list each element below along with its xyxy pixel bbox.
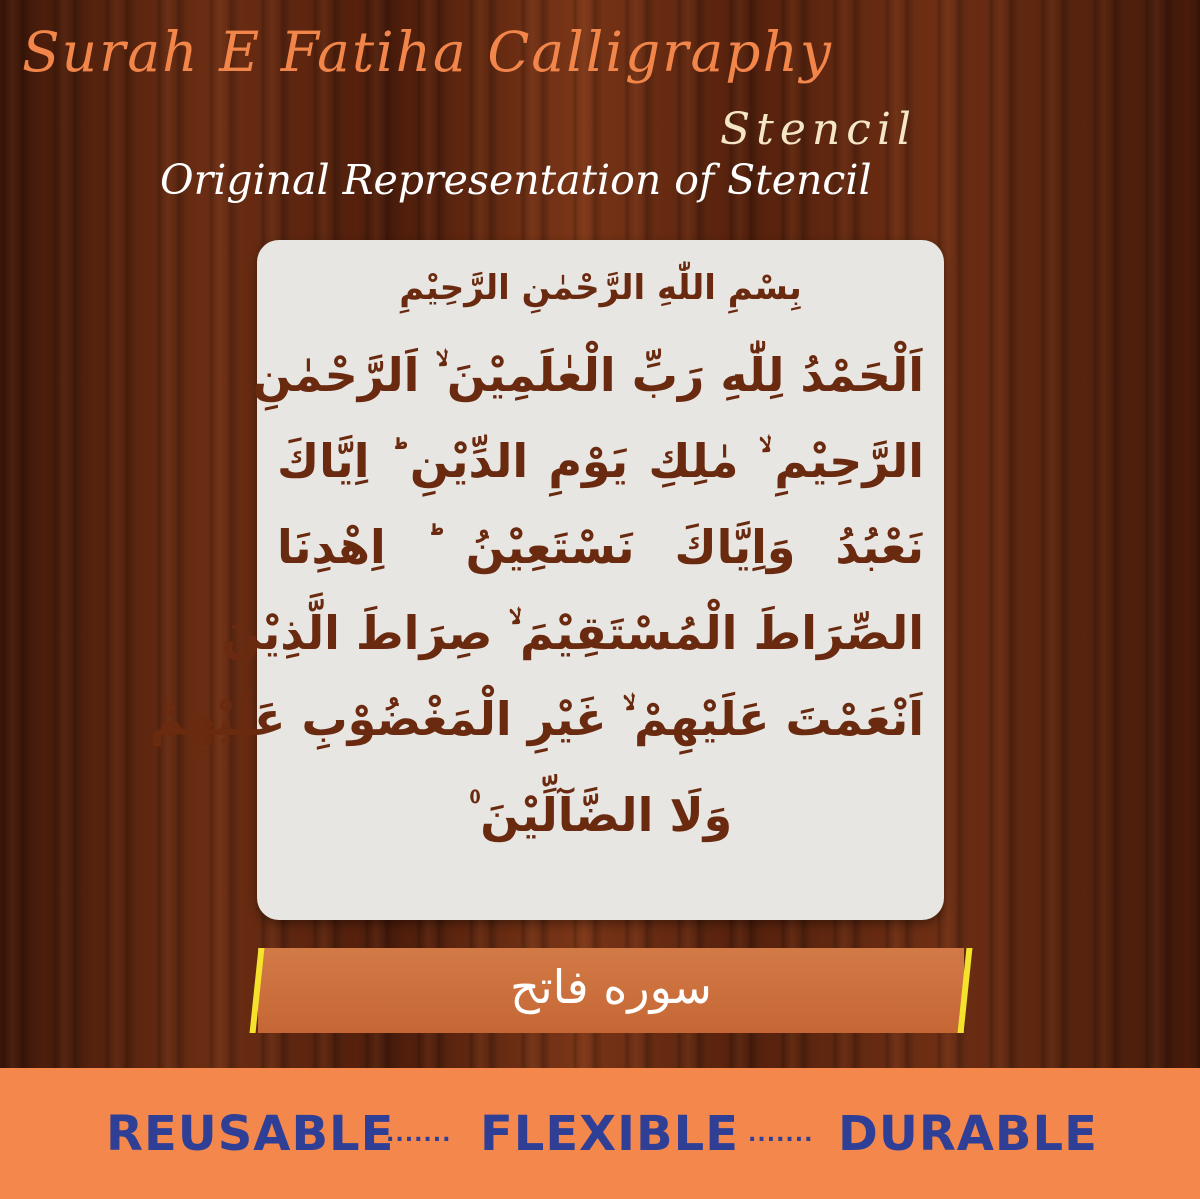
page-tagline: Original Representation of Stencil [160,156,872,204]
feature-reusable: REUSABLE [106,1106,395,1162]
verse-line-3: نَعْبُدُ وَاِيَّاكَ نَسْتَعِيْنُ ؕ اِهْدِنَا [277,520,924,574]
verse-line-1: اَلْحَمْدُ لِلّٰهِ رَبِّ الْعٰلَمِيْنَ ۙ اَلرَّحْمٰنِ [252,348,924,402]
verse-line-2: الرَّحِيْمِ ۙ مٰلِكِ يَوْمِ الدِّيْنِ ؕ اِيَّاكَ [277,434,924,488]
verse-line-4: الصِّرَاطَ الْمُسْتَقِيْمَ ۙ صِرَاطَ الَّذِيْنَ [221,606,924,660]
stencil-card [150,240,944,920]
surah-name-banner [258,948,964,1033]
feature-separator-2: ....... [748,1122,814,1147]
feature-flexible: FLEXIBLE [480,1106,739,1162]
verse-line-5: اَنْعَمْتَ عَلَيْهِمْ ۙ غَيْرِ الْمَغْضُوْبِ عَلَيْهِمْ [150,692,924,746]
page-subtitle: Stencil [720,104,917,155]
feature-durable: DURABLE [838,1106,1098,1162]
verse-line-6: وَلَا الضَّآلِّيْنَ ۠ [468,788,733,842]
features-footer [0,1068,1200,1199]
page-title: Surah E Fatiha Calligraphy [22,20,833,84]
surah-name-text: سوره فاتح [510,960,712,1014]
feature-separator-1: ....... [386,1122,452,1147]
bismillah-text: بِسْمِ اللّٰهِ الرَّحْمٰنِ الرَّحِيْمِ [399,268,802,308]
